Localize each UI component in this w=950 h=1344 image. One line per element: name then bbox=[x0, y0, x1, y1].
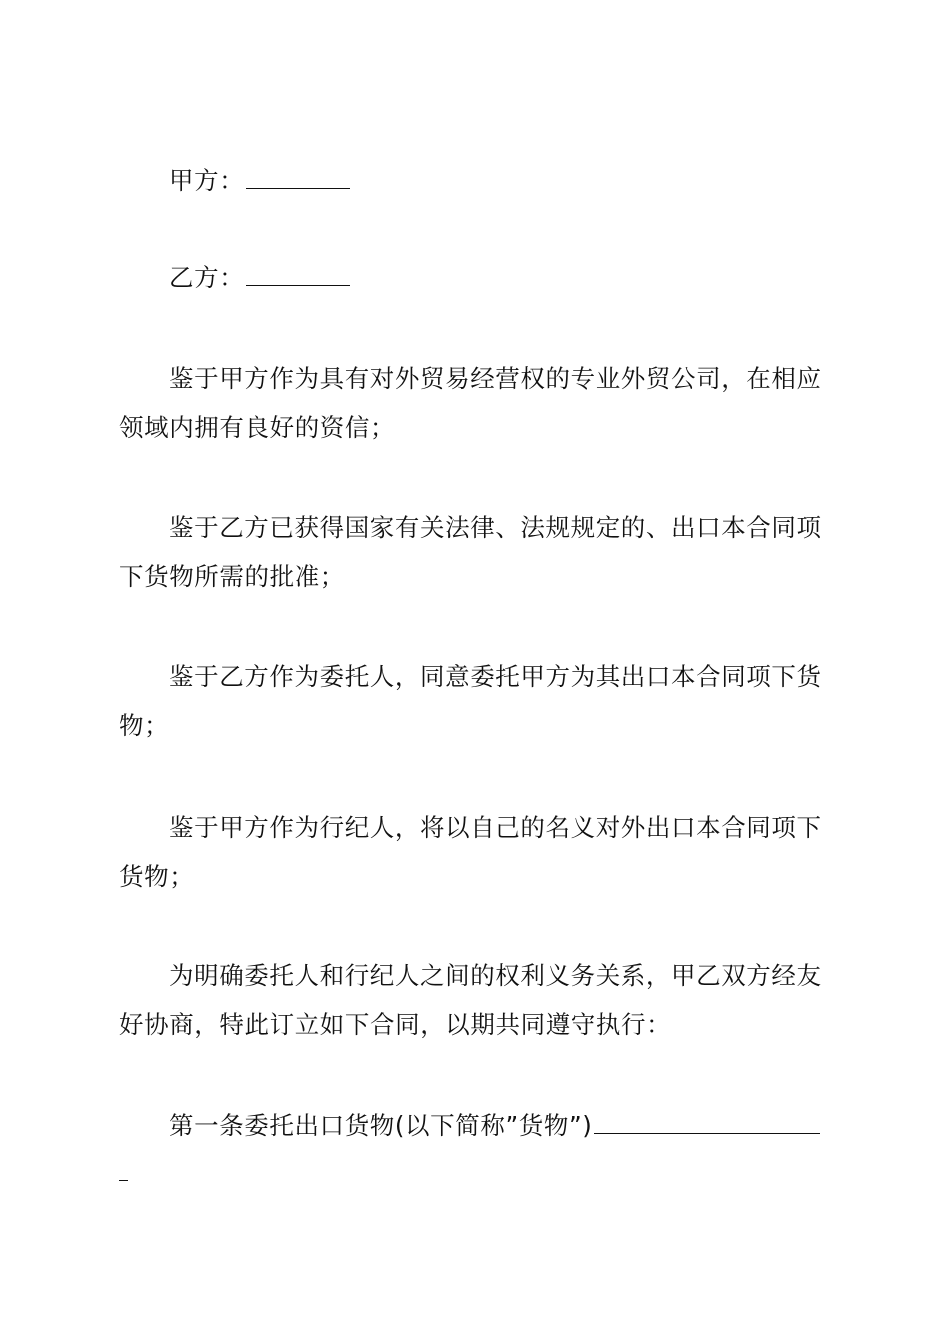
paragraph-b-consignor: 鉴于乙方作为委托人，同意委托甲方为其出口本合同项下货物； bbox=[119, 662, 822, 740]
article-one-blank bbox=[594, 1111, 820, 1134]
party-b-blank bbox=[246, 263, 350, 286]
paragraph-b-approval: 鉴于乙方已获得国家有关法律、法规规定的、出口本合同项下货物所需的批准； bbox=[119, 513, 822, 591]
paragraph-purpose: 为明确委托人和行纪人之间的权利义务关系，甲乙双方经友好协商，特此订立如下合同，以期共同遵守执行： bbox=[119, 961, 822, 1039]
party-b-label: 乙方： bbox=[169, 263, 245, 292]
party-a-line bbox=[119, 156, 835, 205]
article-one-text: 第一条委托出口货物(以下简称”货物”) bbox=[169, 1111, 593, 1140]
paragraph-a-commission-agent: 鉴于甲方作为行纪人，将以自己的名义对外出口本合同项下货物； bbox=[119, 813, 822, 891]
article-one-blank-continuation bbox=[119, 1180, 128, 1181]
party-a-label: 甲方： bbox=[169, 166, 245, 195]
party-a-blank bbox=[246, 166, 350, 189]
paragraph-a-credit: 鉴于甲方作为具有对外贸易经营权的专业外贸公司，在相应领域内拥有良好的资信； bbox=[119, 364, 822, 442]
party-b-line bbox=[119, 253, 835, 302]
article-one-line bbox=[119, 1101, 835, 1150]
